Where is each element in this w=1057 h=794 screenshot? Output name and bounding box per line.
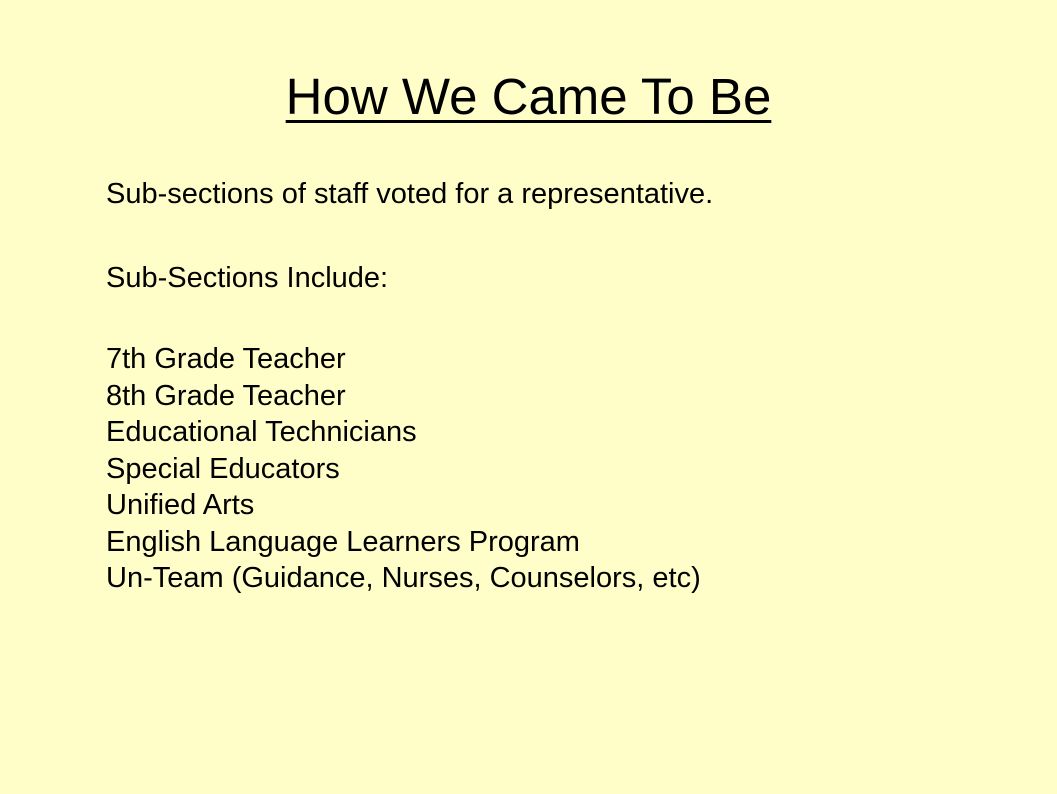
spacer: [106, 299, 1006, 341]
list-item: Unified Arts: [106, 489, 255, 521]
page-title: [0, 62, 1057, 132]
list-item: 7th Grade Teacher: [106, 343, 346, 375]
list-item: 8th Grade Teacher: [106, 379, 346, 412]
intro-text: Sub-sections of staff voted for a representative.: [106, 178, 714, 210]
list-item: Educational Technicians: [106, 416, 417, 448]
slide-body: [106, 173, 1006, 597]
section-list: [106, 341, 1006, 597]
list-item: Special Educators: [106, 452, 340, 485]
list-item: Un-Team (Guidance, Nurses, Counselors, etc): [106, 562, 701, 594]
page-title-text: How We Came To Be: [285, 68, 772, 125]
spacer: [106, 215, 1006, 257]
list-item: English Language Learners Program: [106, 525, 580, 558]
subheading: Sub-Sections Include:: [106, 262, 389, 294]
